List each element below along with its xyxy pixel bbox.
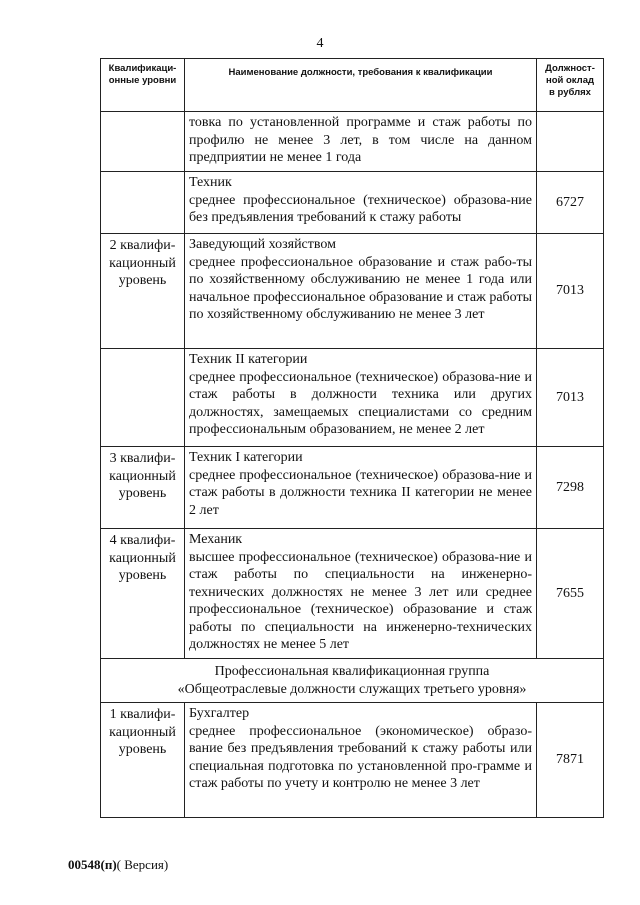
position-cell <box>185 447 537 529</box>
document-code: 00548(п) <box>68 857 117 872</box>
position-requirements: товка по установленной программе и стаж работы по профилю не менее 3 лет, в том числе на данном предприятии не менее 1 года <box>189 115 532 165</box>
position-cell <box>185 234 537 349</box>
position-cell <box>185 349 537 447</box>
position-title: Техник <box>189 175 232 190</box>
level-cell: 2 квалифи-кационный уровень <box>101 234 185 349</box>
salary-cell: 7013 <box>537 234 604 349</box>
document-footer <box>68 857 168 873</box>
table-row <box>101 349 604 447</box>
position-requirements: среднее профессиональное образование и стаж рабо-ты по хозяйственному обслуживанию не менее 1 года или начальное профессиональное образование и стаж работы по хозяйственному обслуживанию не менее 3 лет <box>189 254 532 322</box>
table-row <box>101 529 604 659</box>
level-cell <box>101 112 185 172</box>
table-row <box>101 703 604 818</box>
level-cell <box>101 349 185 447</box>
table-row <box>101 172 604 234</box>
group-header-line1: Профессиональная квалификационная группа <box>214 664 490 679</box>
level-cell: 3 квалифи-кационный уровень <box>101 447 185 529</box>
salary-cell: 7298 <box>537 447 604 529</box>
header-level: Квалификаци- онные уровни <box>101 59 185 112</box>
level-cell <box>101 172 185 234</box>
position-requirements: среднее профессиональное (техническое) образова-ние и стаж работы в должности техника II категории не менее 2 лет <box>189 467 532 518</box>
position-cell <box>185 172 537 234</box>
level-cell: 4 квалифи-кационный уровень <box>101 529 185 659</box>
position-cell <box>185 703 537 818</box>
group-header-line2: «Общеотраслевые должности служащих третьего уровня» <box>177 681 527 697</box>
position-cell <box>185 529 537 659</box>
position-requirements: среднее профессиональное (экономическое) образо-вание без предъявления требований к стажу работы или специальная подготовка по установленной про-грамме и стаж работы по учету и контролю не менее 3 лет <box>189 723 532 791</box>
salary-cell: 7871 <box>537 703 604 818</box>
table-body <box>101 112 604 818</box>
table-header-row <box>101 59 604 112</box>
group-header-cell <box>101 659 604 703</box>
level-cell: 1 квалифи-кационный уровень <box>101 703 185 818</box>
group-header-row <box>101 659 604 703</box>
header-position: Наименование должности, требования к квалификации <box>185 59 537 112</box>
position-title: Бухгалтер <box>189 706 250 721</box>
position-title: Механик <box>189 532 243 547</box>
salary-cell <box>537 112 604 172</box>
document-version: ( Версия) <box>116 857 169 872</box>
table-row <box>101 447 604 529</box>
table-row <box>101 112 604 172</box>
salary-cell: 6727 <box>537 172 604 234</box>
position-requirements: среднее профессиональное (техническое) образова-ние и стаж работы в должности техника или других должностях, замещаемых специалистами со средним профессиональным образованием, не менее 2 лет <box>189 369 532 437</box>
position-title: Техник II категории <box>189 352 308 367</box>
page-number: 4 <box>316 36 324 51</box>
position-title: Техник I категории <box>189 450 303 465</box>
salary-cell: 7013 <box>537 349 604 447</box>
position-requirements: среднее профессиональное (техническое) образова-ние без предъявления требований к стажу работы <box>189 192 532 225</box>
salary-cell: 7655 <box>537 529 604 659</box>
qualification-table <box>100 58 604 818</box>
table-row <box>101 234 604 349</box>
header-salary: Должност- ной оклад в рублях <box>537 59 604 112</box>
position-requirements: высшее профессиональное (техническое) образова-ние и стаж работы по специальности на инженерно-технических должностях не менее 3 лет или среднее профессиональное (техническое) образование и стаж работы по специальности на инженерно-технических должностях не менее 5 лет <box>189 549 532 652</box>
position-title: Заведующий хозяйством <box>189 237 336 252</box>
position-cell <box>185 112 537 172</box>
